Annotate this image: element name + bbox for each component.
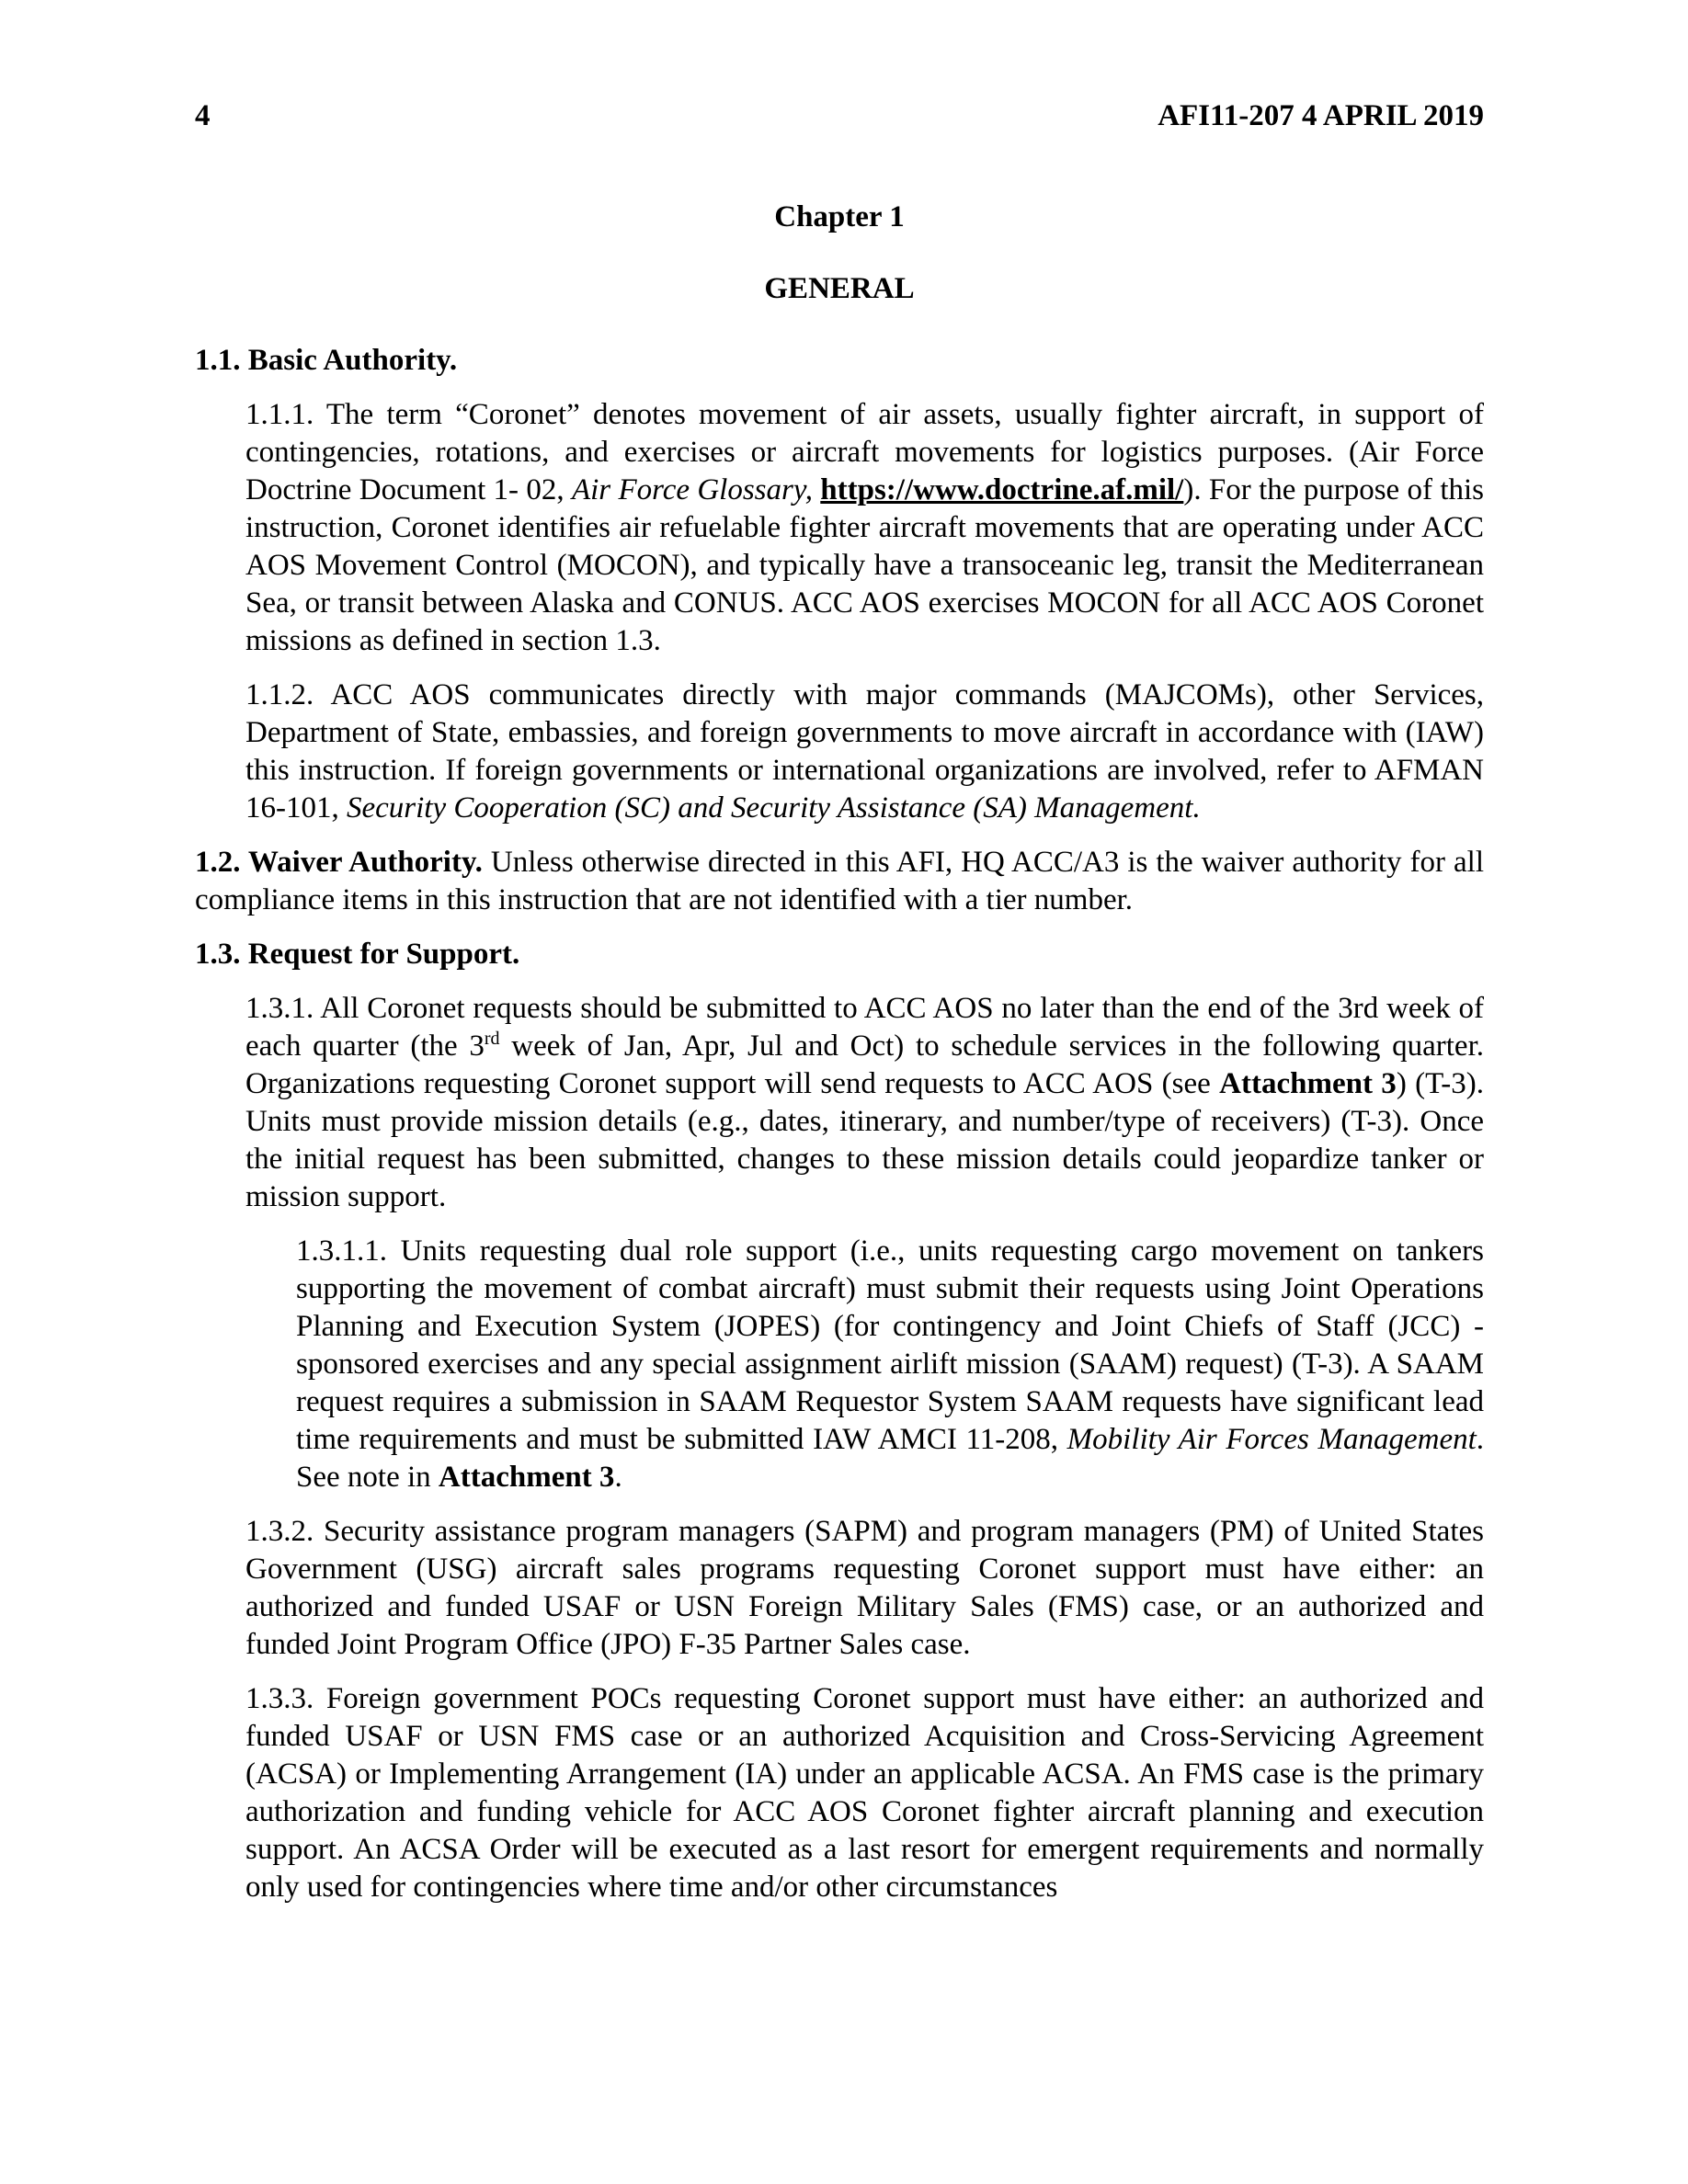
attachment-3-ref: Attachment 3 (438, 1461, 615, 1494)
paragraph-1-3-1: 1.3.1. All Coronet requests should be submitted to ACC AOS no later than the end of the 3rd week of each quarter (the 3rd week of Jan, Apr, Jul and Oct) to schedule services in the following quarter. Organizations requesting Coronet support will send requests to ACC AOS (see Attachment 3) (T-3). Units must provide mission details (e.g., dates, itinerary, and number/type of receivers) (T-3). Once the initial request has been submitted, changes to these mission details could jeopardize tanker or mission support. (245, 992, 1485, 1213)
document-id: AFI11-207 4 APRIL 2019 (1158, 99, 1484, 132)
paragraph-1-1-1: 1.1.1. The term “Coronet” denotes movement of air assets, usually fighter aircraft, in support of contingencies, rotations, and exercises or aircraft movements for logistics purposes. (Air Force Doctrine Document 1- 02, Air Force Glossary, https://www.doctrine.af.mil/). For the purpose of this instruction, Coronet identifies air refuelable fighter aircraft movements that are operating under ACC AOS Movement Control (MOCON), and typically have a transoceanic leg, transit the Mediterranean Sea, or transit between Alaska and CONUS. ACC AOS exercises MOCON for all ACC AOS Coronet missions as defined in section 1.3. (245, 398, 1485, 657)
paragraph-1-3-2: 1.3.2. Security assistance program managers (SAPM) and program managers (PM) of United States Government (USG) aircraft sales programs requesting Coronet support must have either: an authorized and funded USAF or USN Foreign Military Sales (FMS) case, or an authorized and funded Joint Program Office (JPO) F-35 Partner Sales case. (245, 1515, 1484, 1661)
section-1-2: 1.2. Waiver Authority. Unless otherwise directed in this AFI, HQ ACC/A3 is the waiver authority for all compliance items in this instruction that are not identified with a tier number. (195, 846, 1484, 916)
page-number: 4 (195, 99, 211, 132)
paragraph-1-1-2: 1.1.2. ACC AOS communicates directly with major commands (MAJCOMs), other Services, Department of State, embassies, and foreign governments to move aircraft in accordance with (IAW) this instruction. If foreign governments or international organizations are involved, refer to AFMAN 16-101, Security Cooperation (SC) and Security Assistance (SA) Management. (245, 678, 1484, 825)
doctrine-link[interactable]: https://www.doctrine.af.mil/ (820, 473, 1184, 506)
chapter-label: Chapter 1 (774, 200, 905, 233)
paragraph-1-3-3: 1.3.3. Foreign government POCs requesting Coronet support must have either: an authorized and funded USAF or USN FMS case or an authorized Acquisition and Cross-Servicing Agreement (ACSA) or Implementing Arrangement (IA) under an applicable ACSA. An FMS case is the primary authorization and funding vehicle for ACC AOS Coronet fighter aircraft planning and execution support. An ACSA Order will be executed as a last resort for emergent requirements and normally only used for contingencies where time and/or other circumstances (245, 1682, 1484, 1904)
attachment-3-ref: Attachment 3 (1219, 1067, 1397, 1100)
section-1-2-heading: 1.2. Waiver Authority. (195, 846, 483, 879)
page-content (195, 199, 1484, 1906)
section-1-1-heading: 1.1. Basic Authority. (195, 344, 458, 377)
paragraph-1-3-1-1: 1.3.1.1. Units requesting dual role support (i.e., units requesting cargo movement on tankers supporting the movement of combat aircraft) must submit their requests using Joint Operations Planning and Execution System (JOPES) (for contingency and Joint Chiefs of Staff (JCC) - sponsored exercises and any special assignment airlift mission (SAAM) request) (T-3). A SAAM request requires a submission in SAAM Requestor System SAAM requests have significant lead time requirements and must be submitted IAW AMCI 11-208, Mobility Air Forces Management. See note in Attachment 3. (296, 1234, 1485, 1494)
section-1-3-heading: 1.3. Request for Support. (195, 938, 520, 971)
chapter-title: GENERAL (764, 272, 915, 305)
